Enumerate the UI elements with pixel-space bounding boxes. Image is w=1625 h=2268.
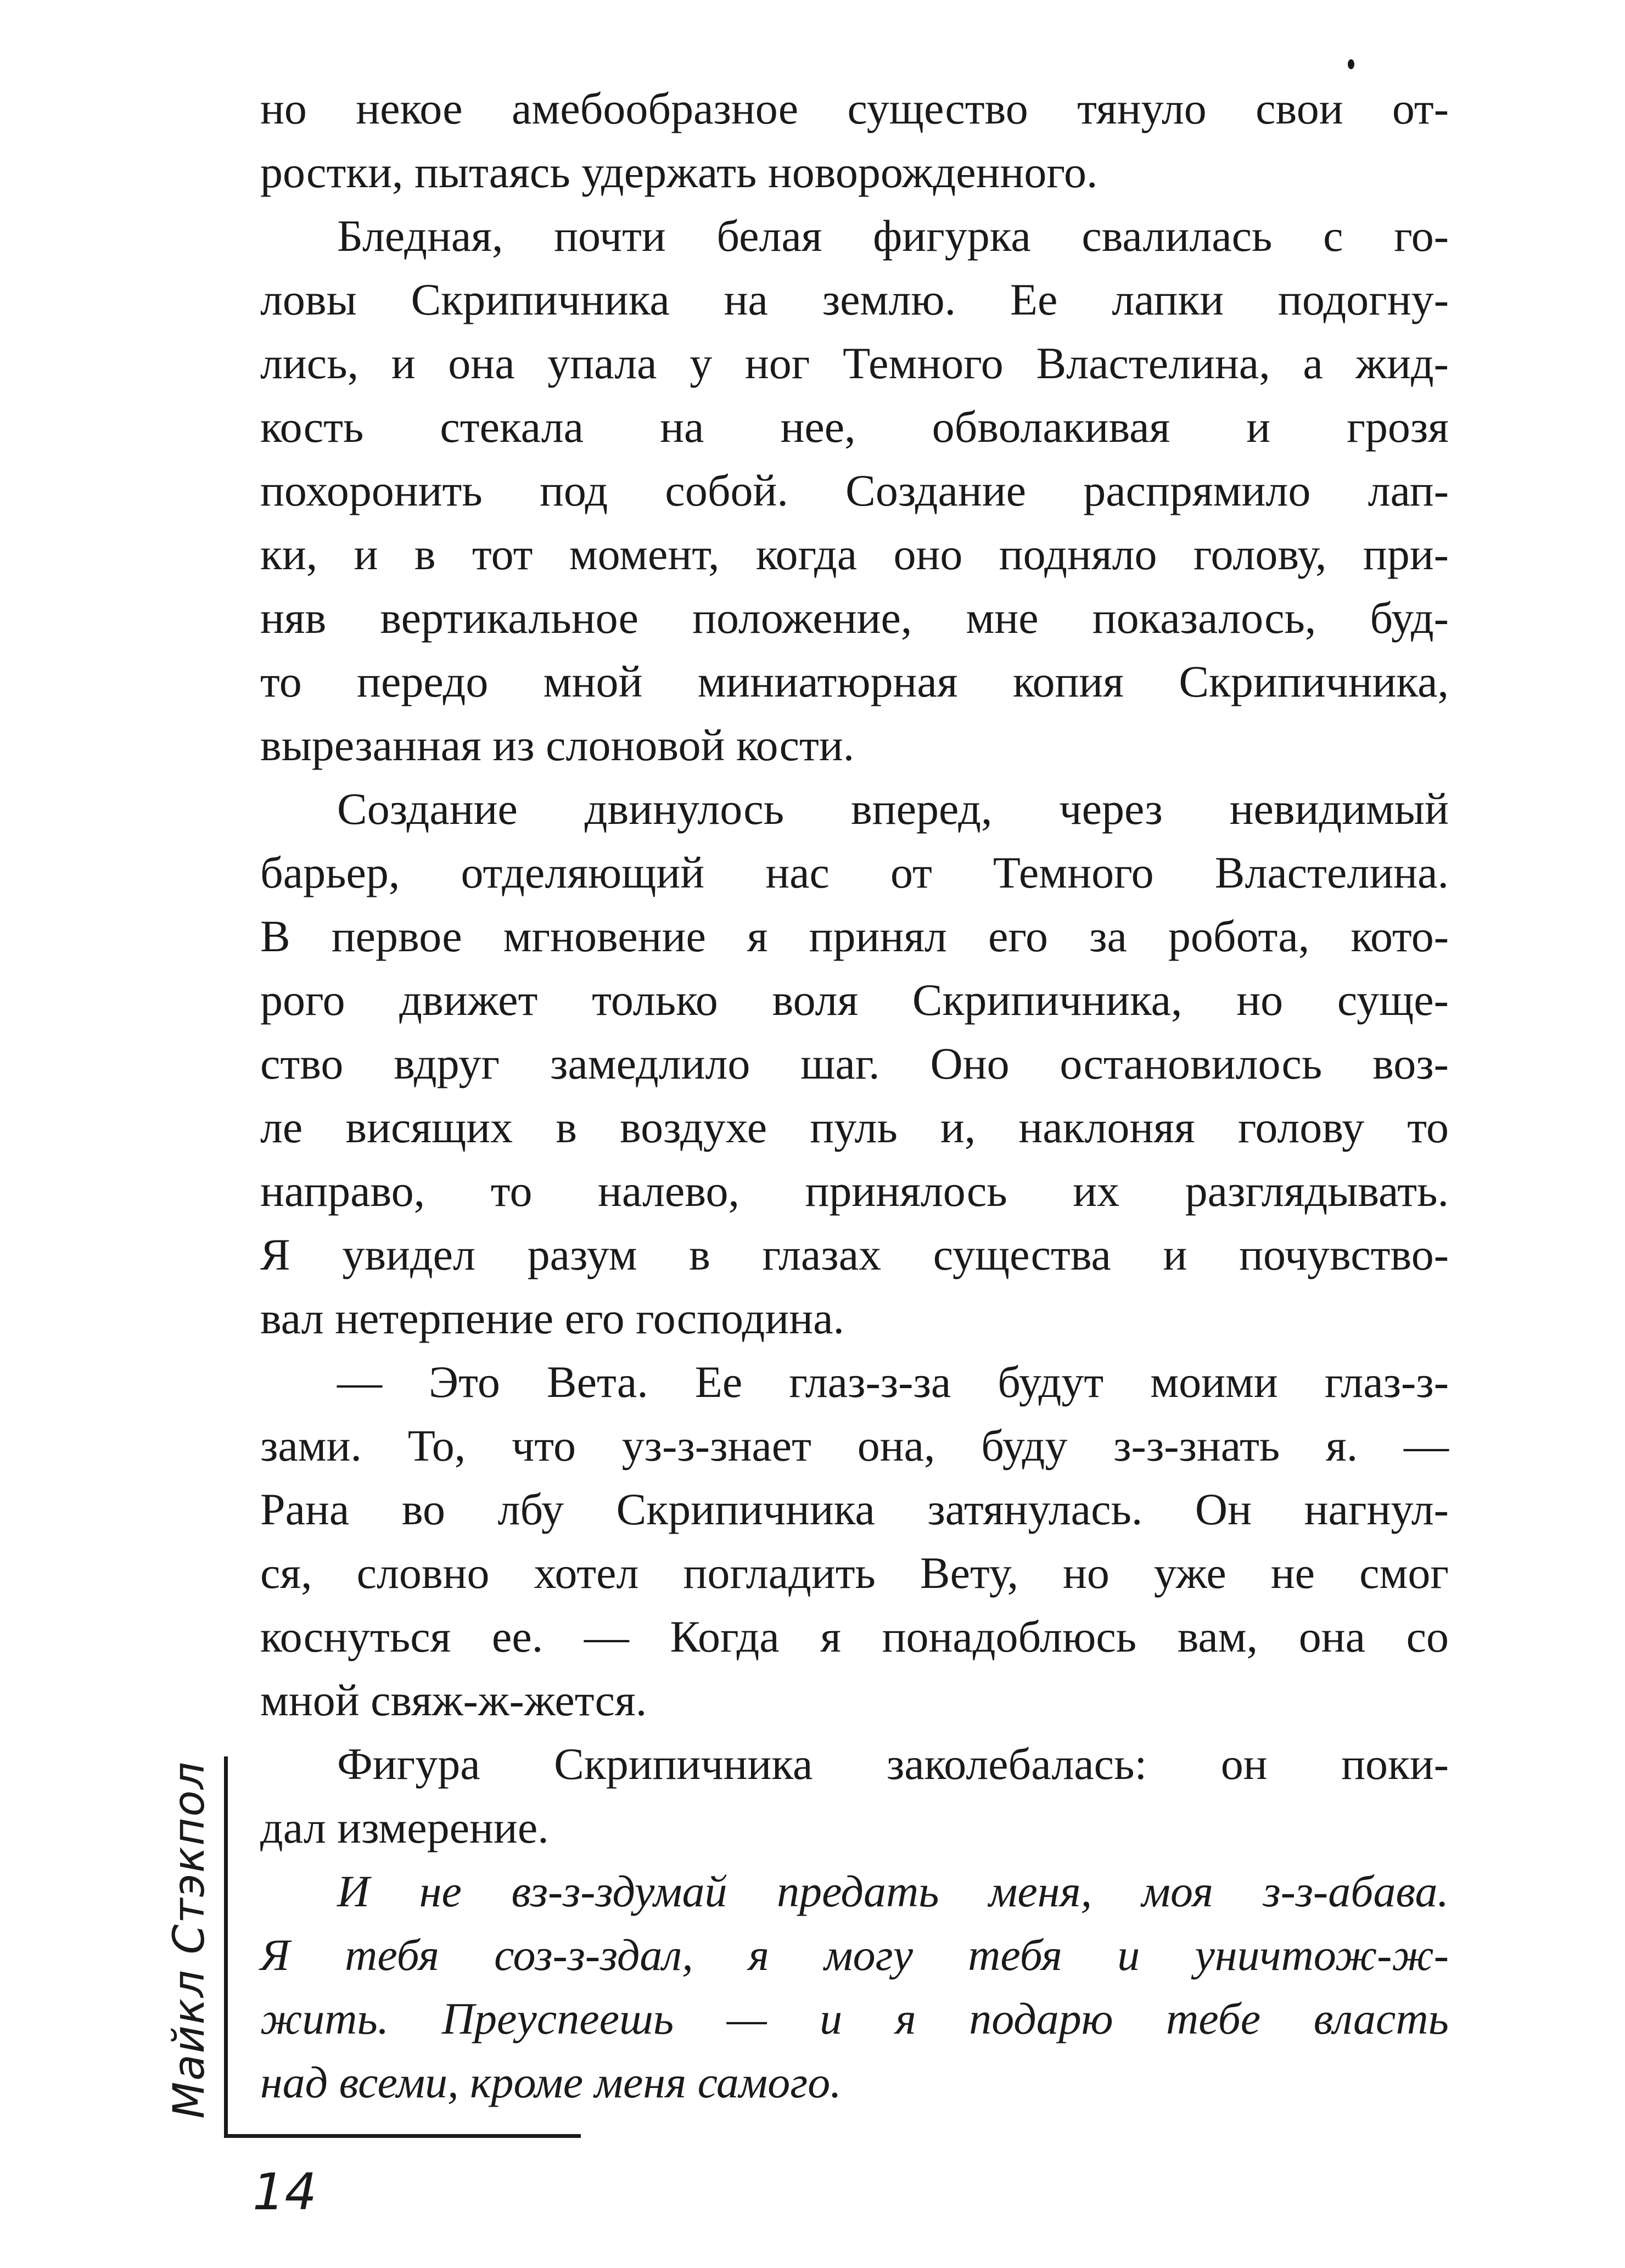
body-text xyxy=(260,77,1449,2114)
text-line: зами. То, что уз-з-знает она, буду з-з-знать я. — xyxy=(260,1421,1449,1470)
paragraph-1 xyxy=(260,77,1449,204)
ink-speck xyxy=(1348,59,1354,69)
paragraph-5 xyxy=(260,1732,1449,1860)
text-line: кость стекала на нее, обволакивая и грозя xyxy=(260,402,1449,452)
text-line: Я тебя соз-з-здал, я могу тебя и уничтож-ж- xyxy=(260,1930,1449,1980)
text-line: жить. Преуспеешь — и я подарю тебе власть xyxy=(260,1994,1449,2044)
paragraph-2 xyxy=(260,204,1449,777)
text-line: вырезанная из слоновой кости. xyxy=(260,720,855,770)
text-line: коснуться ее. — Когда я понадоблюсь вам, она со xyxy=(260,1612,1449,1661)
text-line: дал измерение. xyxy=(260,1803,549,1852)
text-line: направо, то налево, принялось их разглядывать. xyxy=(260,1166,1449,1216)
text-line: похоронить под собой. Создание распрямило лап- xyxy=(260,465,1449,515)
paragraph-4-dialogue xyxy=(260,1350,1449,1732)
text-line: няв вертикальное положение, мне показалось, буд- xyxy=(260,593,1449,643)
text-line: Рана во лбу Скрипичника затянулась. Он нагнул- xyxy=(260,1484,1449,1534)
text-line: Я увидел разум в глазах существа и почувство- xyxy=(260,1230,1449,1279)
text-line: над всеми, кроме меня самого. xyxy=(260,2057,842,2107)
text-line: ростки, пытаясь удержать новорожденного. xyxy=(260,147,1098,197)
page-number: 14 xyxy=(253,2163,317,2221)
text-line: лись, и она упала у ног Темного Властелина, а жид- xyxy=(260,338,1449,388)
text-line: вал нетерпение его господина. xyxy=(260,1293,845,1343)
text-line: ся, словно хотел погладить Вету, но уже не смог xyxy=(260,1548,1449,1598)
text-line: Фигура Скрипичника заколебалась: он поки- xyxy=(337,1739,1449,1789)
text-line: Создание двинулось вперед, через невидимый xyxy=(337,784,1449,834)
paragraph-6-italic-thought xyxy=(260,1860,1449,2114)
paragraph-3 xyxy=(260,777,1449,1350)
text-line: В первое мгновение я принял его за робота, кото- xyxy=(260,911,1449,961)
text-line: барьер, отделяющий нас от Темного Властелина. xyxy=(260,847,1449,897)
text-line: ство вдруг замедлило шаг. Оно остановилось воз- xyxy=(260,1038,1449,1088)
text-line: ле висящих в воздухе пуль и, наклоняя голову то xyxy=(260,1102,1449,1152)
text-line: ловы Скрипичника на землю. Ее лапки подогну- xyxy=(260,274,1449,324)
margin-rule-horizontal xyxy=(224,2134,581,2138)
text-line: Бледная, почти белая фигурка свалилась с го- xyxy=(337,211,1449,261)
margin-rule-vertical xyxy=(224,1756,228,2138)
text-line: рого движет только воля Скрипичника, но суще- xyxy=(260,975,1449,1025)
text-line: мной свяж-ж-жется. xyxy=(260,1675,647,1725)
margin-signature: Майкл Стэкпол xyxy=(165,1761,214,2119)
text-line: ки, и в тот момент, когда оно подняло голову, при- xyxy=(260,529,1449,579)
text-line: — Это Вета. Ее глаз-з-за будут моими глаз-з- xyxy=(337,1357,1449,1407)
text-line: но некое амебообразное существо тянуло свои от- xyxy=(260,83,1449,133)
text-line: то передо мной миниатюрная копия Скрипичника, xyxy=(260,656,1449,706)
text-line: И не вз-з-здумай предать меня, моя з-з-абава. xyxy=(337,1866,1449,1916)
